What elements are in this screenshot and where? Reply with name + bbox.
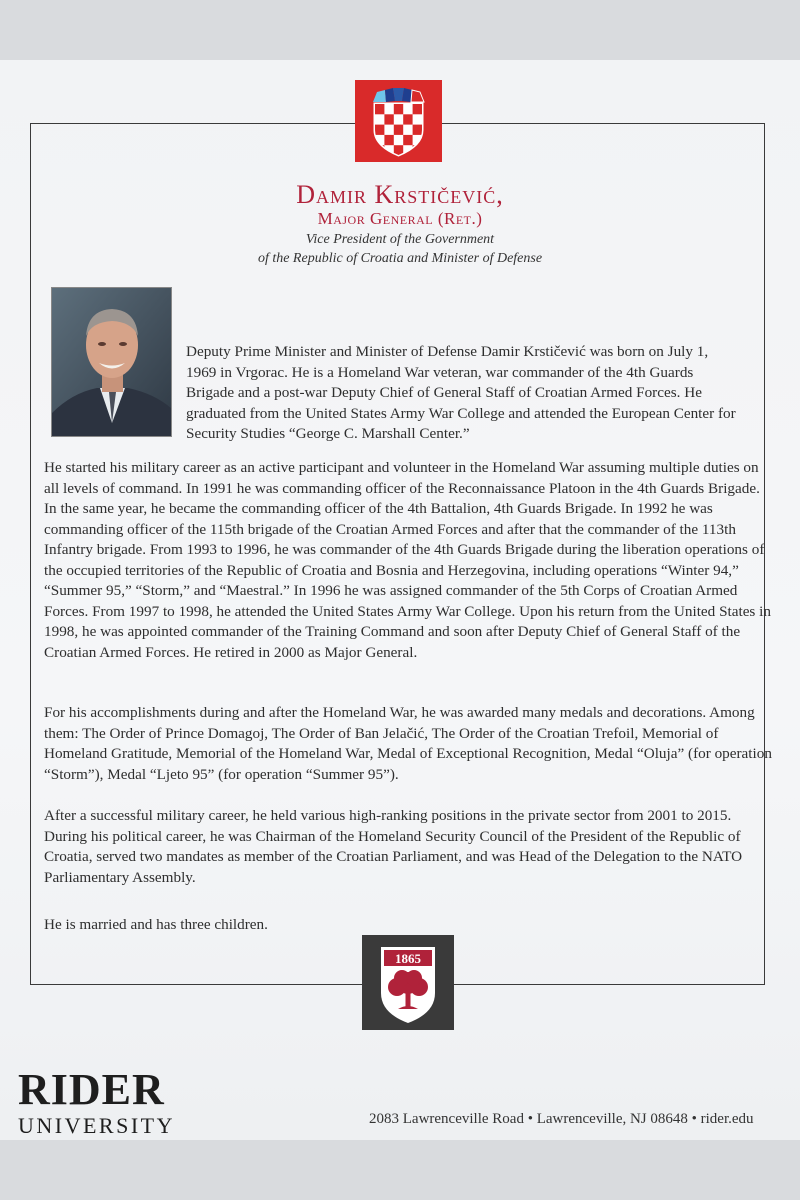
- logo-rider: RIDER: [18, 1065, 165, 1114]
- logo-university: UNIVERSITY: [18, 1113, 175, 1138]
- person-name: Damir Krstičević,: [296, 180, 504, 209]
- bio-family-paragraph: He is married and has three children.: [44, 916, 268, 933]
- role-line-1: Vice President of the Government: [305, 232, 495, 247]
- role-line-2: of the Republic of Croatia and Minister of Defense: [257, 251, 543, 266]
- bio-political-paragraph: After a successful military career, he held various high-ranking positions in the private sector from 2001 to 2015. During his political career, he was Chairman of the Homeland Security Council of the President of the Republic of Croatia, served two mandates as member of the Croatian Parliament, and was Head of the Delegation to the NATO Parliamentary Assembly.: [44, 807, 743, 886]
- seal-year: 1865: [395, 951, 421, 966]
- bio-awards-paragraph: For his accomplishments during and after the Homeland War, he was awarded many medals and decorations. Among them: The Order of Prince Domagoj, The Order of Ban Jelačić, The Order of the Croatian Trefoil, Memorial of Homeland Gratitude, Memorial of the Homeland War, Medal of Exceptional Recognition, Medal “Oluja” (for operation “Storm”), Medal “Ljeto 95” (for operation “Summer 95”).: [44, 704, 772, 783]
- footer-address: 2083 Lawrenceville Road • Lawrenceville, NJ 08648 • rider.edu: [369, 1111, 754, 1127]
- oak-tree-shield-icon: [362, 935, 454, 1030]
- bio-career-paragraph: He started his military career as an active participant and volunteer in the Homeland War assuming multiple duties on all levels of command. In 1991 he was commanding officer of the Reconnaissance Platoon in the 4th Guards Brigade. In the same year, he became the commanding officer of the 4th Battalion, 4th Guards Brigade. In 1992 he was commanding officer of the 115th brigade of the Croatian Armed Forces and after that the commander of the 113th Infantry brigade. From 1993 to 1996, he was commander of the 4th Guards Brigade during the liberation operations of the occupied territories of the Republic of Croatia and Bosnia and Herzegovina, including operations “Winter 94,” “Summer 95,” “Storm,” and “Maestral.” In 1996 he was assigned commander of the 5th Corps of Croatian Armed Forces. From 1997 to 1998, he attended the United States Army War College. Upon his return from the United States in 1998, he was appointed commander of the Training Command and soon after Deputy Chief of General Staff of the Croatian Armed Forces. He retired in 2000 as Major General.: [44, 459, 771, 661]
- bio-intro-paragraph: Deputy Prime Minister and Minister of Defense Damir Krstičević was born on July 1, 1969 in Vrgorac. He is a Homeland War veteran, war commander of the 4th Guards Brigade and a post-war Deputy Chief of General Staff of Croatian Armed Forces. He graduated from the United States Army War College and attended the European Center for Security Studies “George C. Marshall Center.”: [186, 343, 736, 442]
- military-rank: Major General (Ret.): [317, 209, 483, 228]
- portrait-photo: [51, 287, 172, 437]
- rider-university-logo: [18, 1065, 175, 1138]
- croatian-coat-of-arms-icon: [355, 80, 442, 162]
